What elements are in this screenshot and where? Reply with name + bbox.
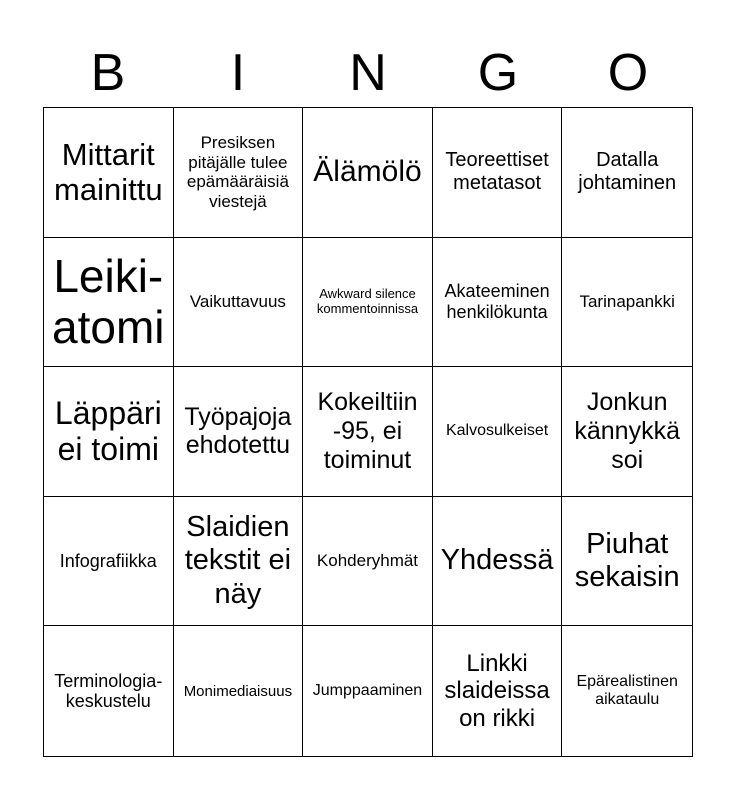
bingo-cell: Awkward silence kommentoinnissa	[303, 238, 433, 368]
bingo-cell: Kalvosulkeiset	[433, 367, 563, 497]
bingo-cell: Monimediaisuus	[174, 626, 304, 756]
bingo-cell: Leiki-atomi	[44, 238, 174, 368]
bingo-cell: Slaidien tekstit ei näy	[174, 497, 304, 627]
bingo-cell: Jumppaaminen	[303, 626, 433, 756]
bingo-cell: Infografiikka	[44, 497, 174, 627]
bingo-cell: Piuhat sekaisin	[562, 497, 692, 627]
bingo-cell: Vaikuttavuus	[174, 238, 304, 368]
bingo-board	[43, 107, 693, 757]
bingo-header	[43, 42, 693, 104]
bingo-cell: Älämölö	[303, 108, 433, 238]
bingo-cell: Epärealistinen aikataulu	[576, 672, 678, 709]
bingo-cell: Mittarit mainittu	[44, 108, 174, 238]
header-letter-i: I	[230, 44, 246, 102]
bingo-cell: Jonkun kännykkä soi	[562, 367, 692, 497]
bingo-cell: Kokeiltiin -95, ei toiminut	[303, 367, 433, 497]
bingo-cell: Tarinapankki	[562, 238, 692, 368]
bingo-cell: Linkki slaideissa on rikki	[433, 626, 563, 756]
header-letter-n: N	[349, 44, 387, 102]
bingo-cell: Datalla johtaminen	[562, 108, 692, 238]
bingo-cell: Akateeminen henkilökunta	[433, 238, 563, 368]
header-letter-o: O	[607, 44, 649, 102]
header-letter-g: G	[477, 44, 519, 102]
bingo-cell: Terminologia-keskustelu	[44, 626, 174, 756]
bingo-cell: Presiksen pitäjälle tulee epämääräisiä viestejä	[174, 108, 304, 238]
header-letter-b: B	[90, 44, 126, 102]
bingo-cell: Työpajoja ehdotettu	[174, 367, 304, 497]
bingo-cell: Läppäri ei toimi	[44, 367, 174, 497]
bingo-cell: Kohderyhmät	[303, 497, 433, 627]
bingo-cell: Yhdessä	[433, 497, 563, 627]
bingo-cell: Teoreettiset metatasot	[433, 108, 563, 238]
